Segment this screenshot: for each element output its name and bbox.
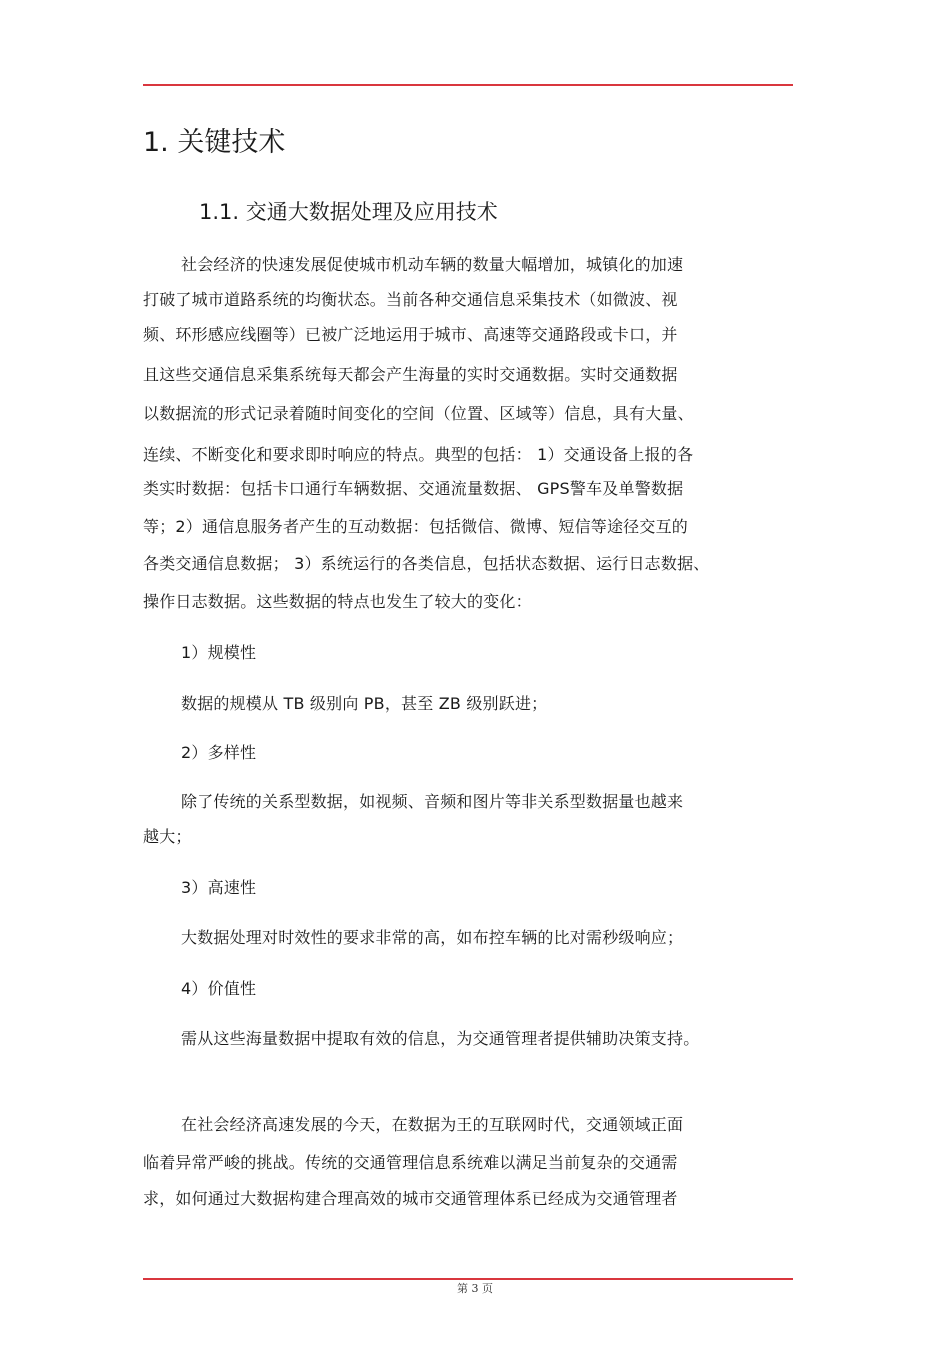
header-rule [143,84,793,86]
subsection-heading: 1.1. 交通大数据处理及应用技术 [199,200,498,224]
list-item-text: 除了传统的关系型数据，如视频、音频和图片等非关系型数据量也越来 [181,792,684,811]
paragraph-line: 临着异常严峻的挑战。传统的交通管理信息系统难以满足当前复杂的交通需 [143,1153,678,1172]
paragraph-line: 等；2）通信息服务者产生的互动数据：包括微信、微博、短信等途径交互的 [143,517,688,536]
list-item-text: 数据的规模从 TB 级别向 PB，甚至 ZB 级别跃进； [181,694,548,713]
paragraph-line: 且这些交通信息采集系统每天都会产生海量的实时交通数据。实时交通数据 [143,365,678,384]
footer-rule [143,1278,793,1280]
page-number: 第 3 页 [457,1282,493,1295]
paragraph-line: 打破了城市道路系统的均衡状态。当前各种交通信息采集技术（如微波、视 [143,290,678,309]
list-item-text: 大数据处理对时效性的要求非常的高，如布控车辆的比对需秒级响应； [181,928,684,947]
paragraph-line: 类实时数据：包括卡口通行车辆数据、交通流量数据、 GPS警车及单警数据 [143,479,684,498]
list-item-text: 越大； [143,827,192,846]
section-heading: 1. 关键技术 [143,127,286,158]
paragraph-line: 操作日志数据。这些数据的特点也发生了较大的变化： [143,592,532,611]
list-item-heading: 2）多样性 [181,743,257,762]
list-item-text: 需从这些海量数据中提取有效的信息，为交通管理者提供辅助决策支持。 [181,1029,700,1048]
paragraph-line: 以数据流的形式记录着随时间变化的空间（位置、区域等）信息，具有大量、 [143,404,694,423]
paragraph-line: 连续、不断变化和要求即时响应的特点。典型的包括： 1）交通设备上报的各 [143,445,694,464]
paragraph-line: 各类交通信息数据； 3）系统运行的各类信息，包括状态数据、运行日志数据、 [143,554,710,573]
paragraph-line: 在社会经济高速发展的今天，在数据为王的互联网时代，交通领域正面 [181,1115,684,1134]
paragraph-line: 社会经济的快速发展促使城市机动车辆的数量大幅增加，城镇化的加速 [181,255,684,274]
list-item-heading: 4）价值性 [181,979,257,998]
paragraph-line: 频、环形感应线圈等）已被广泛地运用于城市、高速等交通路段或卡口，并 [143,325,678,344]
list-item-heading: 1）规模性 [181,643,257,662]
paragraph-line: 求，如何通过大数据构建合理高效的城市交通管理体系已经成为交通管理者 [143,1189,678,1208]
list-item-heading: 3）高速性 [181,878,257,897]
